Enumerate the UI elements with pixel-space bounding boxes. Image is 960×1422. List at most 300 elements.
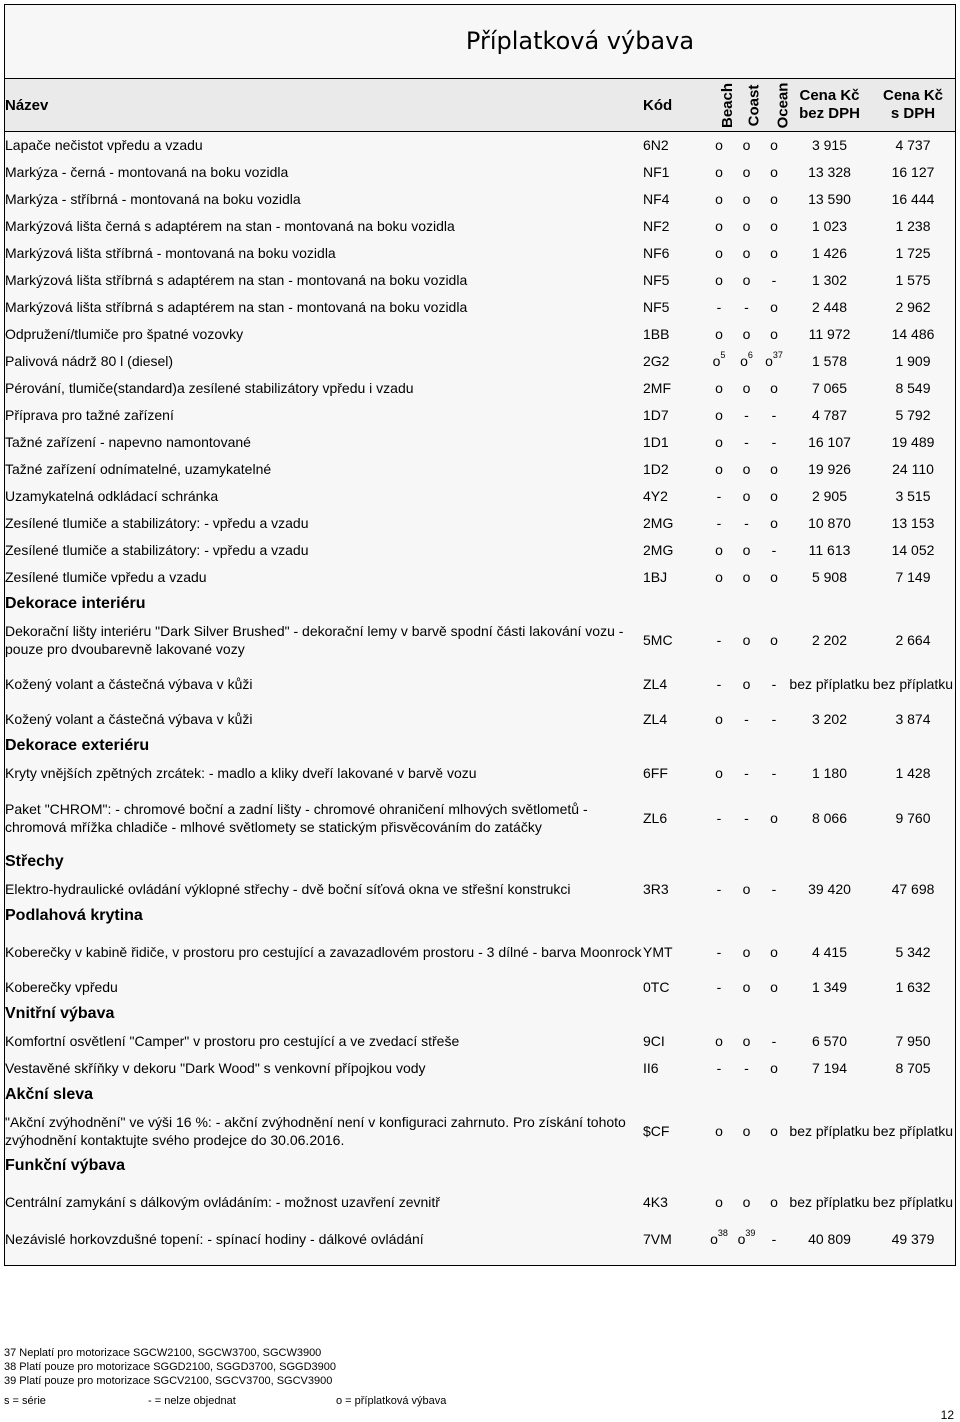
price-gross: 8 705 xyxy=(895,1060,931,1076)
section-title: Funkční výbava xyxy=(5,1157,126,1174)
price-gross: 1 909 xyxy=(895,353,931,369)
table-row xyxy=(5,294,955,321)
item-code: 1BJ xyxy=(643,569,668,585)
price-net: 16 107 xyxy=(808,434,851,450)
item-name: Palivová nádrž 80 l (diesel) xyxy=(5,353,174,369)
availability-beach xyxy=(705,662,733,706)
availability-ocean xyxy=(760,294,788,321)
availability-mark: o xyxy=(715,218,723,234)
availability-beach xyxy=(705,706,733,733)
item-code: $CF xyxy=(643,1122,670,1139)
availability-ocean xyxy=(760,213,788,240)
availability-mark: o xyxy=(770,943,778,960)
item-name: "Akční zvýhodnění" ve výši 16 %: - akční zvýhodnění není v konfiguraci zahrnuto. Pro získání tohoto zvýhodnění kontaktujte svého prodejce do 30.06.2016. xyxy=(5,1113,626,1148)
availability-coast xyxy=(733,132,760,159)
price-gross: bez příplatku xyxy=(872,1193,954,1210)
price-net: 11 972 xyxy=(808,326,851,342)
price-net: 2 905 xyxy=(811,488,848,504)
item-name: Kožený volant a částečná výbava v kůži xyxy=(5,675,253,692)
availability-beach xyxy=(705,186,733,213)
footnote-ref: 39 xyxy=(745,1227,756,1238)
availability-mark: o xyxy=(742,943,751,960)
item-code: 2MF xyxy=(643,380,671,396)
availability-ocean xyxy=(760,876,788,903)
availability-ocean xyxy=(760,1180,788,1224)
price-net: 7 065 xyxy=(811,380,848,396)
availability-mark: - xyxy=(771,272,777,288)
item-code: NF2 xyxy=(643,218,670,234)
price-gross: 16 127 xyxy=(891,164,935,180)
item-name: Vestavěné skříňky v dekoru "Dark Wood" s venkovní přípojkou vody xyxy=(5,1060,426,1076)
table-row xyxy=(5,456,955,483)
availability-mark: o xyxy=(742,569,751,585)
price-net: 11 613 xyxy=(808,542,851,558)
availability-coast xyxy=(733,1180,760,1224)
availability-coast xyxy=(733,213,760,240)
availability-coast xyxy=(733,267,760,294)
availability-beach xyxy=(705,456,733,483)
item-name: Nezávislé horkovzdušné topení: - spínací hodiny - dálkové ovládání xyxy=(5,1230,424,1247)
availability-mark: - xyxy=(771,675,777,692)
item-code: 1D7 xyxy=(643,407,669,423)
availability-mark: o xyxy=(742,137,751,154)
table-row xyxy=(5,1028,955,1055)
section-title: Akční sleva xyxy=(5,1086,94,1103)
availability-beach xyxy=(705,1028,733,1055)
legend-not-orderable: - = nelze objednat xyxy=(148,1395,236,1407)
availability-mark: o xyxy=(715,407,723,423)
price-net: 1 349 xyxy=(811,979,848,995)
section-row xyxy=(5,849,955,876)
table-row xyxy=(5,375,955,402)
item-code: 9CI xyxy=(643,1033,665,1049)
availability-ocean xyxy=(760,321,788,348)
availability-ocean xyxy=(760,267,788,294)
availability-mark: o xyxy=(770,137,778,154)
item-code: NF1 xyxy=(643,164,670,180)
availability-coast xyxy=(733,375,760,402)
availability-coast xyxy=(733,321,760,348)
availability-mark: o xyxy=(770,979,778,995)
availability-ocean xyxy=(760,1028,788,1055)
section-title: Dekorace exteriéru xyxy=(5,737,150,754)
availability-mark: - xyxy=(771,1230,777,1247)
availability-mark: - xyxy=(771,711,777,727)
availability-mark: o xyxy=(715,245,723,261)
availability-mark: o xyxy=(770,631,778,648)
item-name: Lapače nečistot vpředu a vzadu xyxy=(5,137,203,154)
footnote-ref: 5 xyxy=(720,350,726,360)
availability-coast xyxy=(733,483,760,510)
table-body xyxy=(5,132,955,1254)
price-net: 2 202 xyxy=(811,631,848,648)
availability-beach xyxy=(705,240,733,267)
availability-beach xyxy=(705,321,733,348)
availability-mark: o xyxy=(715,434,723,450)
price-net: 39 420 xyxy=(808,881,851,897)
availability-mark: o xyxy=(742,1033,751,1049)
availability-ocean xyxy=(760,930,788,974)
availability-mark: - xyxy=(716,675,722,692)
footnote-37: 37 Neplatí pro motorizace SGCW2100, SGCW3700, SGCW3900 xyxy=(4,1347,322,1359)
availability-ocean xyxy=(760,375,788,402)
availability-beach xyxy=(705,930,733,974)
price-gross: 8 549 xyxy=(895,380,931,396)
availability-mark: o xyxy=(715,272,723,288)
item-name: Markýzová lišta černá s adaptérem na stan - montovaná na boku vozidla xyxy=(5,218,455,234)
availability-mark: - xyxy=(744,434,749,450)
availability-coast xyxy=(733,930,760,974)
availability-ocean xyxy=(760,348,788,375)
price-net: 4 787 xyxy=(811,407,848,423)
availability-mark: - xyxy=(744,515,749,531)
item-code: YMT xyxy=(643,943,673,960)
price-net: 3 915 xyxy=(811,137,848,154)
item-name: Zesílené tlumiče vpředu a vzadu xyxy=(5,569,207,585)
item-name: Paket "CHROM": - chromové boční a zadní lišty - chromové ohraničení mlhových světlometů - chromová mřížka chladiče - mlhové světlomety se statickým přisvěcováním do zatáčky xyxy=(5,800,588,835)
price-gross: 1 575 xyxy=(895,272,931,288)
availability-mark: o xyxy=(710,1230,718,1247)
availability-coast xyxy=(733,348,760,375)
item-code: 1BB xyxy=(643,326,670,342)
price-gross: 19 489 xyxy=(891,434,935,450)
price-net: bez příplatku xyxy=(789,675,870,692)
availability-beach xyxy=(705,159,733,186)
price-gross: 24 110 xyxy=(892,461,934,477)
availability-mark: o xyxy=(770,326,778,342)
availability-mark: o xyxy=(737,1230,746,1247)
availability-mark: o xyxy=(770,569,778,585)
price-net: 10 870 xyxy=(808,515,851,531)
price-net: 5 908 xyxy=(811,569,848,585)
price-gross: 1 632 xyxy=(895,979,931,995)
availability-mark: - xyxy=(771,1033,777,1049)
availability-mark: o xyxy=(712,353,721,369)
availability-ocean xyxy=(760,537,788,564)
item-code: ZL4 xyxy=(643,675,668,692)
availability-mark: - xyxy=(744,809,749,826)
availability-mark: - xyxy=(771,407,777,423)
item-code: 6FF xyxy=(643,765,668,781)
item-code: 2MG xyxy=(643,515,674,531)
availability-mark: - xyxy=(744,765,749,781)
item-name: Kožený volant a částečná výbava v kůži xyxy=(5,711,253,727)
header-coast: Coast xyxy=(745,84,763,126)
availability-mark: o xyxy=(715,326,723,342)
availability-beach xyxy=(705,787,733,849)
table-row xyxy=(5,159,955,186)
availability-mark: o xyxy=(770,1193,778,1210)
price-net: 2 448 xyxy=(811,299,848,315)
availability-mark: - xyxy=(716,943,722,960)
table-row xyxy=(5,348,955,375)
availability-beach xyxy=(705,1180,733,1224)
availability-mark: o xyxy=(715,461,723,477)
item-name: Tažné zařízení - napevno namontované xyxy=(5,434,251,450)
price-gross: 3 874 xyxy=(895,711,931,727)
price-net: 13 328 xyxy=(808,164,851,180)
availability-mark: o xyxy=(715,164,723,180)
availability-coast xyxy=(733,1224,760,1254)
availability-mark: o xyxy=(742,191,751,207)
price-net: bez příplatku xyxy=(789,1122,870,1139)
table-row xyxy=(5,1224,955,1254)
table-row xyxy=(5,1180,955,1224)
price-net: 40 809 xyxy=(808,1230,851,1247)
availability-coast xyxy=(733,876,760,903)
availability-mark: - xyxy=(771,542,777,558)
item-code: 2MG xyxy=(643,542,674,558)
availability-mark: o xyxy=(715,1122,723,1139)
header-beach: Beach xyxy=(719,82,737,128)
availability-mark: o xyxy=(770,164,778,180)
availability-mark: o xyxy=(742,979,751,995)
table-row xyxy=(5,267,955,294)
table-row xyxy=(5,213,955,240)
item-name: Dekorační lišty interiéru "Dark Silver Brushed" - dekorační lemy v barvě spodní části lakování vozu - pouze pro dvoubarevně lakované vozy xyxy=(5,622,624,657)
table-row xyxy=(5,483,955,510)
availability-mark: o xyxy=(770,245,778,261)
availability-mark: - xyxy=(716,488,722,504)
availability-ocean xyxy=(760,760,788,787)
price-gross: 4 737 xyxy=(895,137,931,154)
item-code: ZL4 xyxy=(643,711,668,727)
availability-coast xyxy=(733,537,760,564)
item-code: NF5 xyxy=(643,272,670,288)
price-net: 3 202 xyxy=(811,711,848,727)
availability-mark: o xyxy=(742,881,751,897)
price-net: 13 590 xyxy=(808,191,851,207)
availability-coast xyxy=(733,760,760,787)
availability-mark: - xyxy=(716,515,722,531)
item-name: Markýzová lišta stříbrná - montovaná na boku vozidla xyxy=(5,245,336,261)
availability-mark: o xyxy=(740,353,748,369)
price-gross: 14 486 xyxy=(891,326,935,342)
item-code: 4K3 xyxy=(643,1193,668,1210)
section-row xyxy=(5,1082,955,1109)
availability-coast xyxy=(733,564,760,591)
availability-ocean xyxy=(760,662,788,706)
availability-mark: - xyxy=(744,1060,749,1076)
section-row xyxy=(5,591,955,618)
table-header-row xyxy=(5,79,955,132)
footnote-39: 39 Platí pouze pro motorizace SGCV2100, SGCV3700, SGCV3900 xyxy=(4,1375,333,1387)
availability-mark: o xyxy=(742,461,751,477)
item-code: 1D1 xyxy=(643,434,669,450)
header-code: Kód xyxy=(643,96,673,114)
price-gross: 49 379 xyxy=(891,1230,935,1247)
availability-ocean xyxy=(760,706,788,733)
item-name: Zesílené tlumiče a stabilizátory: - vpředu a vzadu xyxy=(5,515,309,531)
table-row xyxy=(5,706,955,733)
price-net: 1 302 xyxy=(811,272,848,288)
availability-coast xyxy=(733,429,760,456)
availability-mark: o xyxy=(742,675,751,692)
availability-ocean xyxy=(760,429,788,456)
availability-mark: - xyxy=(771,434,777,450)
availability-mark: o xyxy=(770,809,778,826)
availability-mark: o xyxy=(770,191,778,207)
availability-mark: - xyxy=(744,299,749,315)
item-name: Odpružení/tlumiče pro špatné vozovky xyxy=(5,326,244,342)
table-row xyxy=(5,510,955,537)
price-gross: 16 444 xyxy=(891,191,935,207)
availability-mark: o xyxy=(715,1193,723,1210)
price-net: 7 194 xyxy=(811,1060,848,1076)
item-code: NF5 xyxy=(643,299,670,315)
table-row xyxy=(5,760,955,787)
availability-mark: o xyxy=(715,569,723,585)
item-code: 1D2 xyxy=(643,461,669,477)
availability-ocean xyxy=(760,974,788,1001)
item-code: NF6 xyxy=(643,245,670,261)
section-row xyxy=(5,1153,955,1180)
item-name: Markýzová lišta stříbrná s adaptérem na stan - montovaná na boku vozidla xyxy=(5,299,468,315)
availability-ocean xyxy=(760,186,788,213)
price-gross: bez příplatku xyxy=(872,1122,954,1139)
availability-coast xyxy=(733,618,760,662)
item-name: Tažné zařízení odnímatelné, uzamykatelné xyxy=(5,461,272,477)
availability-mark: o xyxy=(742,631,751,648)
section-title: Dekorace interiéru xyxy=(5,595,146,612)
availability-coast xyxy=(733,294,760,321)
availability-beach xyxy=(705,564,733,591)
item-code: NF4 xyxy=(643,191,670,207)
header-price-net: Cena Kč bez DPH xyxy=(799,87,860,122)
page-number: 12 xyxy=(940,1408,954,1422)
footnote-38: 38 Platí pouze pro motorizace SGGD2100, SGGD3700, SGGD3900 xyxy=(4,1361,337,1373)
section-row xyxy=(5,733,955,760)
availability-mark: o xyxy=(765,353,773,369)
availability-mark: o xyxy=(770,461,778,477)
table-row xyxy=(5,930,955,974)
availability-ocean xyxy=(760,1224,788,1254)
item-name: Komfortní osvětlení "Camper" v prostoru pro cestující a ve zvedací střeše xyxy=(5,1033,460,1049)
availability-beach xyxy=(705,132,733,159)
availability-beach xyxy=(705,402,733,429)
availability-mark: o xyxy=(715,380,723,396)
section-row xyxy=(5,903,955,930)
availability-beach xyxy=(705,267,733,294)
availability-beach xyxy=(705,1224,733,1254)
price-table xyxy=(5,78,955,1254)
footnote-ref: 6 xyxy=(747,350,753,360)
availability-ocean xyxy=(760,456,788,483)
section-title: Podlahová krytina xyxy=(5,907,143,924)
availability-mark: - xyxy=(716,299,722,315)
availability-mark: o xyxy=(770,299,778,315)
availability-beach xyxy=(705,348,733,375)
availability-mark: o xyxy=(770,218,778,234)
availability-mark: - xyxy=(716,631,722,648)
table-row xyxy=(5,564,955,591)
availability-beach xyxy=(705,876,733,903)
table-row xyxy=(5,186,955,213)
item-code: 6N2 xyxy=(643,137,669,154)
price-gross: 14 052 xyxy=(891,542,935,558)
availability-mark: - xyxy=(716,809,722,826)
availability-mark: o xyxy=(742,1193,751,1210)
item-name: Markýzová lišta stříbrná s adaptérem na stan - montovaná na boku vozidla xyxy=(5,272,468,288)
availability-ocean xyxy=(760,159,788,186)
price-net: 1 180 xyxy=(811,765,848,781)
availability-coast xyxy=(733,186,760,213)
price-gross: 7 149 xyxy=(895,569,931,585)
legend-optional: o = příplatková výbava xyxy=(336,1395,447,1407)
availability-ocean xyxy=(760,618,788,662)
availability-coast xyxy=(733,1055,760,1082)
availability-beach xyxy=(705,213,733,240)
availability-mark: o xyxy=(715,542,723,558)
availability-beach xyxy=(705,760,733,787)
price-net: 4 415 xyxy=(811,943,848,960)
availability-beach xyxy=(705,537,733,564)
table-row xyxy=(5,240,955,267)
availability-mark: o xyxy=(742,542,751,558)
item-name: Koberečky vpředu xyxy=(5,979,118,995)
section-title: Vnitřní výbava xyxy=(5,1005,115,1022)
table-row xyxy=(5,1055,955,1082)
header-ocean: Ocean xyxy=(774,82,792,128)
availability-mark: o xyxy=(770,1060,778,1076)
item-code: ZL6 xyxy=(643,809,668,826)
availability-mark: o xyxy=(770,515,778,531)
availability-ocean xyxy=(760,1055,788,1082)
availability-ocean xyxy=(760,564,788,591)
availability-coast xyxy=(733,787,760,849)
availability-beach xyxy=(705,974,733,1001)
item-name: Zesílené tlumiče a stabilizátory: - vpředu a vzadu xyxy=(5,542,309,558)
price-gross: 2 664 xyxy=(895,631,931,648)
item-name: Centrální zamykání s dálkovým ovládáním: - možnost uzavření zevnitř xyxy=(5,1193,440,1210)
availability-mark: o xyxy=(742,380,751,396)
header-name: Název xyxy=(5,96,49,114)
footnote-ref: 38 xyxy=(717,1227,728,1238)
availability-mark: - xyxy=(771,765,777,781)
item-code: 0TC xyxy=(643,979,670,995)
availability-coast xyxy=(733,240,760,267)
availability-coast xyxy=(733,706,760,733)
availability-mark: o xyxy=(715,191,723,207)
availability-mark: - xyxy=(744,711,749,727)
item-name: Příprava pro tažné zařízení xyxy=(5,407,174,423)
section-row xyxy=(5,1001,955,1028)
price-net: bez příplatku xyxy=(789,1193,870,1210)
item-name: Markýza - černá - montovaná na boku vozidla xyxy=(5,164,289,180)
availability-beach xyxy=(705,483,733,510)
availability-coast xyxy=(733,456,760,483)
availability-mark: o xyxy=(742,326,751,342)
availability-mark: o xyxy=(715,1033,723,1049)
price-net: 1 578 xyxy=(811,353,848,369)
availability-mark: - xyxy=(744,407,749,423)
availability-mark: - xyxy=(716,1060,722,1076)
availability-ocean xyxy=(760,240,788,267)
availability-ocean xyxy=(760,402,788,429)
table-row xyxy=(5,1109,955,1153)
table-row xyxy=(5,321,955,348)
availability-mark: o xyxy=(770,380,778,396)
table-row xyxy=(5,876,955,903)
availability-mark: - xyxy=(716,881,722,897)
price-gross: 7 950 xyxy=(895,1033,931,1049)
availability-coast xyxy=(733,402,760,429)
availability-mark: o xyxy=(770,488,778,504)
price-net: 6 570 xyxy=(811,1033,848,1049)
table-row xyxy=(5,618,955,662)
table-row xyxy=(5,787,955,849)
availability-ocean xyxy=(760,1109,788,1153)
